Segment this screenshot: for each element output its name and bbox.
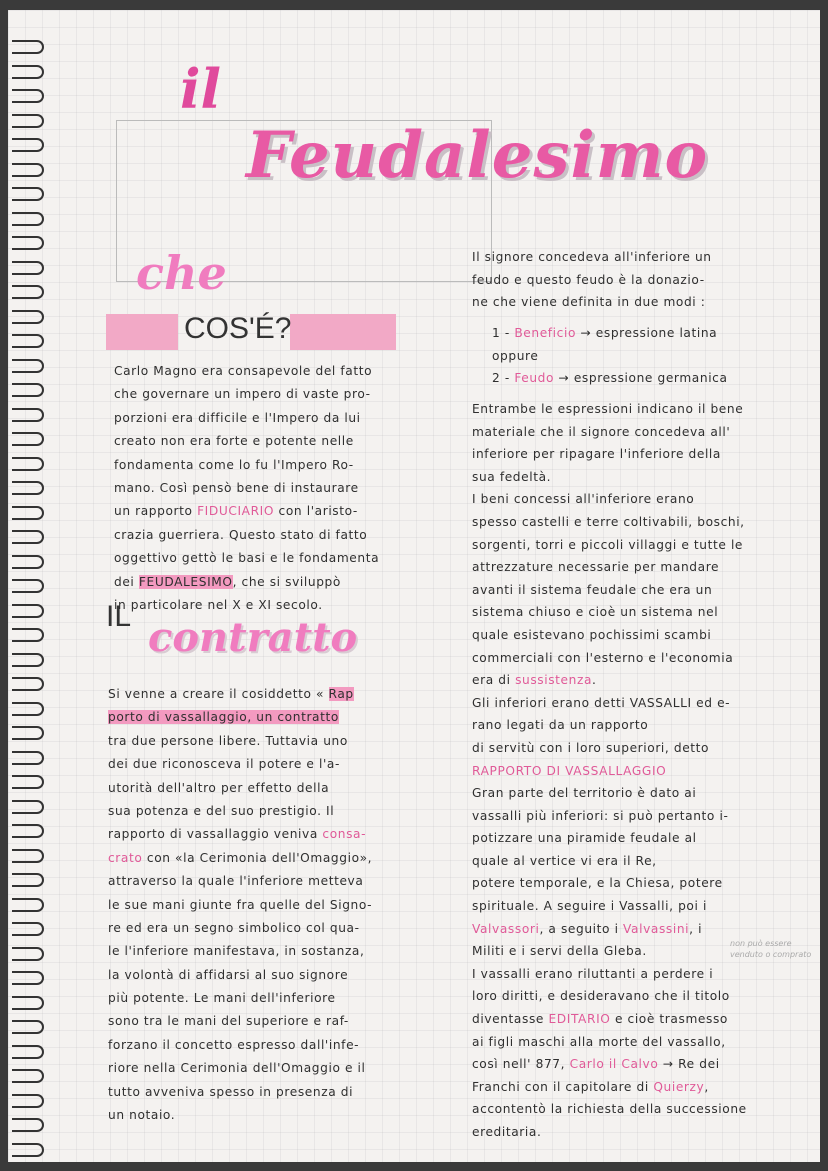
text-line bbox=[472, 895, 747, 918]
notebook-page bbox=[8, 10, 820, 1162]
emphasis-text: crato bbox=[108, 850, 143, 865]
text-line bbox=[108, 1034, 372, 1057]
spiral-ring bbox=[12, 1020, 44, 1034]
emphasis-text: FIDUCIARIO bbox=[197, 504, 275, 519]
text-segment: → espressione latina bbox=[576, 326, 718, 340]
text-line bbox=[472, 466, 747, 489]
text-segment: inferiore per ripagare l'inferiore della bbox=[472, 447, 721, 462]
spiral-ring bbox=[12, 457, 44, 471]
spiral-ring bbox=[12, 408, 44, 422]
text-segment: ai figli maschi alla morte del vassallo, bbox=[472, 1034, 726, 1049]
text-segment: sorgenti, torri e piccoli villaggi e tutte le bbox=[472, 537, 744, 552]
text-line bbox=[472, 1008, 747, 1031]
text-segment: vassalli più inferiori: si può pertanto i- bbox=[472, 808, 729, 823]
spiral-ring bbox=[12, 138, 44, 152]
text-line bbox=[472, 443, 747, 466]
text-segment: dei due riconosceva il potere e l'a- bbox=[108, 757, 340, 772]
text-line bbox=[114, 547, 379, 570]
text-segment: e cioè trasmesso bbox=[610, 1012, 728, 1027]
spiral-ring bbox=[12, 530, 44, 544]
spiral-ring bbox=[12, 555, 44, 569]
text-segment: quale esistevano pochissimi scambi bbox=[472, 627, 712, 642]
text-segment: sua potenza e del suo prestigio. Il bbox=[108, 803, 335, 818]
text-line bbox=[472, 579, 747, 602]
section1-text bbox=[114, 360, 379, 617]
side-note bbox=[730, 938, 811, 960]
text-line bbox=[472, 669, 747, 692]
text-segment: crazia guerriera. Questo stato di fatto bbox=[114, 527, 368, 542]
page-title: Feudalesimo bbox=[246, 118, 709, 193]
text-segment: potere temporale, e la Chiesa, potere bbox=[472, 876, 723, 891]
emphasis-text: FEUDALESIMO bbox=[138, 574, 233, 589]
text-segment: loro diritti, e desideravano che il titolo bbox=[472, 989, 730, 1004]
spiral-ring bbox=[12, 751, 44, 765]
text-segment: attraverso la quale l'inferiore metteva bbox=[108, 874, 364, 889]
text-line bbox=[472, 1031, 747, 1054]
text-segment: era di bbox=[472, 673, 516, 688]
text-segment: , a seguito i bbox=[539, 921, 624, 936]
text-line bbox=[472, 488, 747, 511]
text-line bbox=[472, 782, 747, 805]
text-segment: ne che viene definita in due modi : bbox=[472, 295, 706, 310]
text-line bbox=[114, 383, 379, 406]
text-segment: Carlo Magno era consapevole del fatto bbox=[114, 364, 373, 378]
text-segment: diventasse bbox=[472, 1012, 549, 1027]
text-line bbox=[472, 647, 747, 670]
text-line bbox=[114, 500, 379, 523]
spiral-ring bbox=[12, 310, 44, 324]
text-line bbox=[114, 360, 379, 383]
text-segment: potizzare una piramide feudale al bbox=[472, 831, 697, 846]
text-segment: creato non era forte e potente nelle bbox=[114, 434, 354, 449]
text-segment: accontentò la richiesta della successione bbox=[472, 1102, 747, 1117]
text-segment: feudo e questo feudo è la donazio- bbox=[472, 272, 705, 287]
text-line bbox=[108, 800, 372, 823]
right-intro bbox=[472, 246, 712, 314]
text-segment: in particolare nel X e XI secolo. bbox=[114, 597, 323, 612]
spiral-ring bbox=[12, 775, 44, 789]
text-line bbox=[472, 872, 747, 895]
text-line bbox=[472, 1121, 747, 1144]
text-line bbox=[108, 777, 372, 800]
text-line bbox=[472, 1098, 747, 1121]
text-segment: le sue mani giunte fra quelle del Signo- bbox=[108, 897, 373, 912]
heading-highlight bbox=[106, 314, 178, 350]
text-segment: attrezzature necessarie per mandare bbox=[472, 560, 720, 575]
spiral-ring bbox=[12, 1143, 44, 1157]
emphasis-text: Carlo il Calvo bbox=[569, 1057, 659, 1072]
text-line bbox=[472, 737, 747, 760]
section2-heading-caps: IL bbox=[106, 600, 132, 633]
text-line bbox=[472, 963, 747, 986]
text-line bbox=[472, 511, 747, 534]
text-segment: più potente. Le mani dell'inferiore bbox=[108, 991, 336, 1006]
spiral-ring bbox=[12, 261, 44, 275]
spiral-ring bbox=[12, 579, 44, 593]
text-segment: ereditaria. bbox=[472, 1125, 542, 1139]
side-note-line: non può essere bbox=[730, 939, 792, 948]
text-segment: , i bbox=[689, 921, 703, 936]
text-segment: re ed era un segno simbolico col qua- bbox=[108, 920, 360, 935]
spiral-ring bbox=[12, 212, 44, 226]
text-segment: con «la Cerimonia dell'Omaggio», bbox=[142, 850, 373, 865]
spiral-ring bbox=[12, 824, 44, 838]
spiral-ring bbox=[12, 653, 44, 667]
text-line bbox=[472, 692, 747, 715]
text-segment: . bbox=[592, 673, 597, 688]
spiral-ring bbox=[12, 922, 44, 936]
text-line bbox=[472, 534, 747, 557]
text-segment: la volontà di affidarsi al suo signore bbox=[108, 967, 349, 982]
spiral-ring bbox=[12, 285, 44, 299]
text-segment: spirituale. A seguire i Vassalli, poi i bbox=[472, 899, 707, 914]
text-line bbox=[492, 367, 728, 390]
spiral-ring bbox=[12, 65, 44, 79]
text-segment: sistema chiuso e cioè un sistema nel bbox=[472, 605, 719, 620]
text-segment: , bbox=[704, 1079, 709, 1094]
text-line bbox=[108, 987, 372, 1010]
text-line bbox=[114, 454, 379, 477]
text-segment: tra due persone libere. Tuttavia uno bbox=[108, 733, 348, 748]
text-line bbox=[492, 345, 728, 368]
spiral-ring bbox=[12, 334, 44, 348]
text-line bbox=[472, 246, 712, 269]
spiral-ring bbox=[12, 163, 44, 177]
text-line bbox=[472, 985, 747, 1008]
text-segment: → Re dei bbox=[658, 1057, 720, 1072]
spiral-ring bbox=[12, 187, 44, 201]
spiral-ring bbox=[12, 236, 44, 250]
emphasis-text: Beneficio bbox=[514, 326, 577, 340]
text-line bbox=[108, 940, 372, 963]
spiral-ring bbox=[12, 89, 44, 103]
text-segment: 2 - bbox=[492, 371, 515, 386]
text-segment: 1 - bbox=[492, 326, 515, 340]
text-segment: utorità dell'altro per effetto della bbox=[108, 780, 330, 795]
spiral-ring bbox=[12, 971, 44, 985]
spiral-ring bbox=[12, 849, 44, 863]
text-line bbox=[492, 322, 728, 345]
emphasis-text: Quierzy bbox=[653, 1079, 705, 1094]
text-segment: , che si sviluppò bbox=[232, 574, 341, 589]
text-segment: quale al vertice vi era il Re, bbox=[472, 853, 657, 868]
text-line bbox=[108, 753, 372, 776]
text-segment: mano. Così pensò bene di instaurare bbox=[114, 480, 359, 495]
emphasis-text: RAPPORTO DI VASSALLAGGIO bbox=[472, 763, 667, 778]
text-segment: Gran parte del territorio è dato ai bbox=[472, 786, 697, 801]
spiral-ring bbox=[12, 1045, 44, 1059]
spiral-ring bbox=[12, 800, 44, 814]
text-line bbox=[108, 823, 372, 846]
spiral-ring bbox=[12, 873, 44, 887]
text-segment: oppure bbox=[492, 348, 539, 363]
text-line bbox=[472, 940, 747, 963]
spiral-ring bbox=[12, 1069, 44, 1083]
text-segment: Gli inferiori erano detti VASSALLI ed e- bbox=[472, 695, 731, 710]
text-line bbox=[108, 1104, 372, 1127]
text-line bbox=[114, 571, 379, 594]
text-line bbox=[472, 714, 747, 737]
spiral-ring bbox=[12, 40, 44, 54]
text-line bbox=[108, 847, 372, 870]
text-segment: materiale che il signore concedeva all' bbox=[472, 424, 731, 439]
text-line bbox=[472, 760, 747, 783]
text-line bbox=[472, 918, 747, 941]
text-line bbox=[114, 477, 379, 500]
text-segment: di servitù con i loro superiori, detto bbox=[472, 740, 710, 755]
text-segment: le l'inferiore manifestava, in sostanza, bbox=[108, 944, 365, 959]
spiral-ring bbox=[12, 898, 44, 912]
text-segment: rano legati da un rapporto bbox=[472, 718, 649, 733]
text-line bbox=[108, 683, 372, 706]
text-segment: porzioni era difficile e l'Impero da lui bbox=[114, 410, 361, 425]
text-segment: oggettivo gettò le basi e le fondamenta bbox=[114, 551, 380, 566]
text-segment: Militi e i servi della Gleba. bbox=[472, 944, 647, 959]
text-line bbox=[472, 805, 747, 828]
emphasis-text: consa- bbox=[322, 827, 367, 842]
text-line bbox=[114, 524, 379, 547]
text-segment: riore nella Cerimonia dell'Omaggio e il bbox=[108, 1061, 366, 1076]
spiral-ring bbox=[12, 947, 44, 961]
text-line bbox=[108, 706, 372, 729]
text-segment: avanti il sistema feudale che era un bbox=[472, 582, 713, 597]
emphasis-text: EDITARIO bbox=[548, 1012, 611, 1027]
text-segment: tutto avveniva spesso in presenza di bbox=[108, 1084, 354, 1099]
text-segment: sua fedeltà. bbox=[472, 469, 552, 484]
section-heading-caps: COS'É? bbox=[184, 312, 292, 345]
spiral-ring bbox=[12, 628, 44, 642]
text-line bbox=[108, 730, 372, 753]
spiral-ring bbox=[12, 996, 44, 1010]
text-line bbox=[108, 964, 372, 987]
text-line bbox=[108, 894, 372, 917]
spiral-ring bbox=[12, 114, 44, 128]
spiral-ring bbox=[12, 481, 44, 495]
text-line bbox=[472, 556, 747, 579]
text-segment: un rapporto bbox=[114, 504, 198, 519]
definition-list bbox=[492, 322, 728, 390]
text-segment: Il signore concedeva all'inferiore un bbox=[472, 250, 712, 264]
side-note-line: venduto o comprato bbox=[730, 950, 812, 959]
emphasis-text: Valvassini bbox=[623, 921, 690, 936]
emphasis-text: Valvassori bbox=[472, 921, 540, 936]
spiral-ring bbox=[12, 1094, 44, 1108]
spiral-ring bbox=[12, 432, 44, 446]
text-line bbox=[472, 421, 747, 444]
text-segment: Si venne a creare il cosiddetto « bbox=[108, 687, 329, 701]
text-line bbox=[472, 291, 712, 314]
section-heading-script: che bbox=[136, 246, 227, 300]
text-segment: così nell' 877, bbox=[472, 1057, 570, 1072]
text-segment: I beni concessi all'inferiore erano bbox=[472, 492, 695, 507]
text-line bbox=[472, 1053, 747, 1076]
text-line bbox=[472, 827, 747, 850]
text-line bbox=[472, 269, 712, 292]
text-line bbox=[114, 430, 379, 453]
text-line bbox=[108, 1081, 372, 1104]
text-segment: fondamenta come lo fu l'Impero Ro- bbox=[114, 457, 354, 472]
spiral-ring bbox=[12, 383, 44, 397]
text-segment: che governare un impero di vaste pro- bbox=[114, 387, 371, 402]
spiral-ring bbox=[12, 677, 44, 691]
emphasis-text: Rap bbox=[328, 687, 354, 701]
text-line bbox=[472, 1076, 747, 1099]
section2-heading-script: contratto bbox=[148, 614, 358, 661]
text-segment: sono tra le mani del superiore e raf- bbox=[108, 1014, 349, 1029]
spiral-ring bbox=[12, 1118, 44, 1132]
text-line bbox=[108, 870, 372, 893]
text-segment: I vassalli erano riluttanti a perdere i bbox=[472, 966, 714, 981]
heading-highlight bbox=[290, 314, 396, 350]
spiral-ring bbox=[12, 726, 44, 740]
text-line bbox=[114, 407, 379, 430]
text-segment: Entrambe le espressioni indicano il bene bbox=[472, 402, 744, 416]
text-segment: forzano il concetto espresso dall'infe- bbox=[108, 1037, 360, 1052]
spiral-ring bbox=[12, 506, 44, 520]
text-segment: dei bbox=[114, 574, 139, 589]
text-segment: un notaio. bbox=[108, 1108, 176, 1123]
text-line bbox=[472, 624, 747, 647]
text-line bbox=[108, 917, 372, 940]
spiral-ring bbox=[12, 604, 44, 618]
text-segment: commerciali con l'esterno e l'economia bbox=[472, 650, 734, 665]
text-segment: rapporto di vassallaggio veniva bbox=[108, 827, 323, 842]
emphasis-text: sussistenza bbox=[515, 673, 593, 688]
section2-text bbox=[108, 683, 372, 1127]
text-line bbox=[472, 601, 747, 624]
text-segment: con l'aristo- bbox=[274, 504, 358, 519]
text-segment: → espressione germanica bbox=[554, 371, 728, 386]
text-segment: spesso castelli e terre coltivabili, boschi, bbox=[472, 514, 745, 529]
emphasis-text: Feudo bbox=[514, 371, 555, 386]
text-line bbox=[472, 398, 747, 421]
spiral-ring bbox=[12, 359, 44, 373]
right-body bbox=[472, 398, 747, 1144]
title-prefix: il bbox=[180, 57, 222, 121]
text-segment: Franchi con il capitolare di bbox=[472, 1079, 654, 1094]
spiral-ring bbox=[12, 702, 44, 716]
text-line bbox=[108, 1010, 372, 1033]
emphasis-text: porto di vassallaggio, un contratto bbox=[108, 710, 339, 725]
text-line bbox=[108, 1057, 372, 1080]
text-line bbox=[472, 850, 747, 873]
